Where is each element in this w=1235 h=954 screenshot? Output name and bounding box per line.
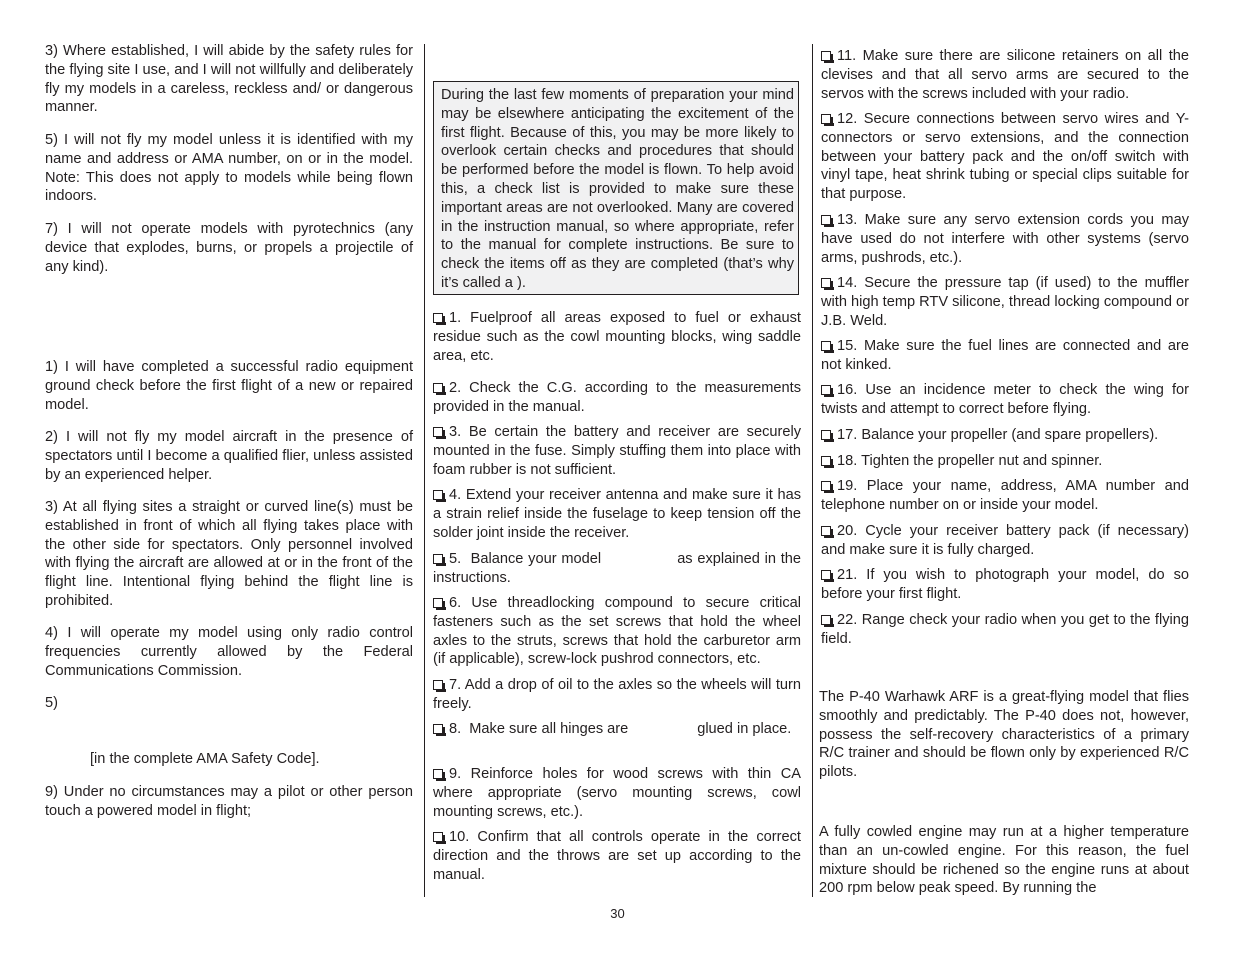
radio-rule-5-tail: [in the complete AMA Safety Code]. bbox=[90, 751, 320, 767]
safety-rule-7-pyrotechnics: 7) I will not operate models with pyrotechnics (any device that explodes, burns, or propels a projectile of any kind). bbox=[45, 221, 413, 275]
checkbox-icon[interactable] bbox=[821, 51, 831, 61]
flying-paragraph: The P-40 Warhawk ARF is a great-flying model that flies smoothly and predictably. The P-40 does not, however, possess the self-recovery characteristics of a primary R/C trainer and should be flown only by experienced R/C pilots. bbox=[819, 689, 1189, 781]
column-rule-left bbox=[424, 44, 425, 897]
checkbox-icon[interactable] bbox=[821, 430, 831, 440]
checkbox-icon[interactable] bbox=[821, 385, 831, 395]
checkbox-icon[interactable] bbox=[821, 526, 831, 536]
checkbox-icon[interactable] bbox=[433, 427, 443, 437]
check-item-15[interactable]: 15. Make sure the fuel lines are connected and are not kinked. bbox=[821, 338, 1189, 373]
check-item-19[interactable]: 19. Place your name, address, AMA number and telephone number on or inside your model. bbox=[821, 478, 1189, 513]
checkbox-icon[interactable] bbox=[821, 615, 831, 625]
radio-rule-4: 4) I will operate my model using only radio control frequencies currently allowed by the Federal Communications Commission. bbox=[45, 625, 413, 679]
checkbox-icon[interactable] bbox=[433, 313, 443, 323]
engine-paragraph: A fully cowled engine may run at a higher temperature than an un-cowled engine. For this reason, the fuel mixture should be richened so the engine runs at about 200 rpm below peak speed. By running the bbox=[819, 824, 1189, 897]
safety-rule-3-site: 3) Where established, I will abide by the safety rules for the flying site I use, and I will not willfully and deliberately fly my models in a careless, reckless and/ or dangerous manner. bbox=[45, 43, 413, 116]
checkbox-icon[interactable] bbox=[821, 215, 831, 225]
check-item-6[interactable]: 6. Use threadlocking compound to secure critical fasteners such as the set screws that hold the wheel axles to the struts, screws that hold the carburetor arm (if applicable), screw-lock pushrod connectors, etc. bbox=[433, 595, 801, 668]
page-number: 30 bbox=[610, 906, 625, 921]
radio-rule-5: 5) bbox=[45, 695, 58, 711]
check-item-3[interactable]: 3. Be certain the battery and receiver are securely mounted in the fuse. Simply stuffing them into place with foam rubber is not sufficient. bbox=[433, 424, 801, 478]
check-item-16[interactable]: 16. Use an incidence meter to check the wing for twists and attempt to correct before flying. bbox=[821, 382, 1189, 417]
checkbox-icon[interactable] bbox=[433, 490, 443, 500]
checkbox-icon[interactable] bbox=[821, 481, 831, 491]
radio-rule-1: 1) I will have completed a successful radio equipment ground check before the first flight of a new or repaired model. bbox=[45, 359, 413, 413]
safety-rule-5-identify: 5) I will not fly my model unless it is identified with my name and address or AMA number, on or in the model. Note: This does not apply to models while being flown indoors. bbox=[45, 132, 413, 205]
checkbox-icon[interactable] bbox=[821, 570, 831, 580]
checkbox-icon[interactable] bbox=[433, 383, 443, 393]
checkbox-icon[interactable] bbox=[433, 769, 443, 779]
check-item-1[interactable]: 1. Fuelproof all areas exposed to fuel or exhaust residue such as the cowl mounting blocks, wing saddle area, etc. bbox=[433, 310, 801, 364]
check-item-12[interactable]: 12. Secure connections between servo wires and Y-connectors or servo extensions, and the connection between your battery pack and the on/off switch with vinyl tape, heat shrink tubing or special clips suitable for that purpose. bbox=[821, 111, 1189, 203]
check-item-20[interactable]: 20. Cycle your receiver battery pack (if necessary) and make sure it is fully charged. bbox=[821, 523, 1189, 558]
check-item-2[interactable]: 2. Check the C.G. according to the measurements provided in the manual. bbox=[433, 380, 801, 415]
radio-rule-3: 3) At all flying sites a straight or curved line(s) must be established in front of which all flying takes place with the other side for spectators. Only personnel involved with flying the aircraft are allowed at or in the front of the flight line. Intentional flying behind the flight line is prohibited. bbox=[45, 499, 413, 609]
checkbox-icon[interactable] bbox=[433, 832, 443, 842]
checkbox-icon[interactable] bbox=[821, 341, 831, 351]
column-rule-right bbox=[812, 44, 813, 897]
check-item-18[interactable]: 18. Tighten the propeller nut and spinner. bbox=[821, 452, 1189, 471]
radio-rule-2: 2) I will not fly my model aircraft in the presence of spectators until I become a qualified flier, unless assisted by an experienced helper. bbox=[45, 429, 413, 483]
check-item-17[interactable]: 17. Balance your propeller (and spare propellers). bbox=[821, 426, 1189, 445]
check-item-22[interactable]: 22. Range check your radio when you get to the flying field. bbox=[821, 612, 1189, 647]
check-item-14[interactable]: 14. Secure the pressure tap (if used) to the muffler with high temp RTV silicone, thread locking compound or J.B. Weld. bbox=[821, 275, 1190, 329]
radio-rule-9: 9) Under no circumstances may a pilot or other person touch a powered model in flight; bbox=[45, 784, 413, 819]
check-item-8[interactable]: 8. Make sure all hinges are glued in place. bbox=[433, 720, 801, 739]
checklist-intro-text: During the last few moments of preparation your mind may be elsewhere anticipating the excitement of the first flight. Because of this, you may be more likely to overlook certain checks and procedures that should be performed before the model is flown. To help avoid this, a check list is provided to make sure these important areas are not overlooked. Many are covered in the instruction manual, so where appropriate, refer to the manual for complete instructions. Be sure to check the items off as they are completed (that’s why it’s called a ). bbox=[441, 87, 794, 291]
checkbox-icon[interactable] bbox=[433, 554, 443, 564]
check-item-13[interactable]: 13. Make sure any servo extension cords you may have used do not interfere with other systems (servo arms, pushrods, etc.). bbox=[821, 212, 1189, 266]
check-item-7[interactable]: 7. Add a drop of oil to the axles so the wheels will turn freely. bbox=[433, 677, 801, 712]
check-item-4[interactable]: 4. Extend your receiver antenna and make sure it has a strain relief inside the fuselage to keep tension off the solder joint inside the receiver. bbox=[433, 487, 801, 541]
checkbox-icon[interactable] bbox=[433, 724, 443, 734]
checkbox-icon[interactable] bbox=[821, 114, 831, 124]
checklist-intro-box bbox=[433, 81, 799, 295]
checkbox-icon[interactable] bbox=[821, 278, 831, 288]
check-item-9[interactable]: 9. Reinforce holes for wood screws with thin CA where appropriate (servo mounting screws, cowl mounting screws, etc.). bbox=[433, 766, 801, 820]
checkbox-icon[interactable] bbox=[433, 680, 443, 690]
checkbox-icon[interactable] bbox=[821, 456, 831, 466]
check-item-21[interactable]: 21. If you wish to photograph your model, do so before your first flight. bbox=[821, 567, 1189, 602]
check-item-5[interactable]: 5. Balance your model as explained in the instructions. bbox=[433, 551, 806, 586]
check-item-11[interactable]: 11. Make sure there are silicone retainers on all the clevises and that all servo arms are secured to the servos with the screws included with your radio. bbox=[821, 48, 1189, 102]
checkbox-icon[interactable] bbox=[433, 598, 443, 608]
check-item-10[interactable]: 10. Confirm that all controls operate in the correct direction and the throws are set up according to the manual. bbox=[433, 829, 801, 883]
